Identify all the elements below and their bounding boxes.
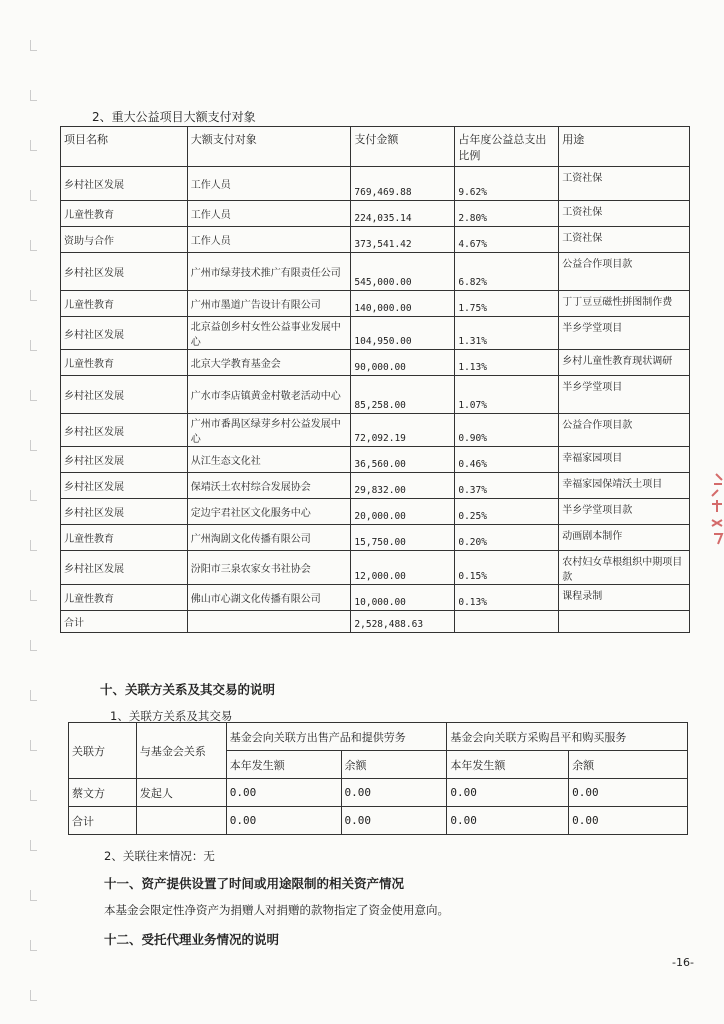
usage-cell: 工资社保: [559, 227, 690, 253]
payee-cell: 汾阳市三泉农家女书社协会: [187, 551, 351, 585]
col-header-party: 关联方: [69, 723, 137, 779]
value-cell: 0.00: [447, 807, 569, 835]
col-header-amount: 支付金额: [351, 127, 455, 167]
payee-cell: 佛山市心湖文化传播有限公司: [187, 585, 351, 611]
payee-cell: 工作人员: [187, 167, 351, 201]
table-row: [61, 473, 690, 499]
payee-cell: 定边宇君社区文化服务中心: [187, 499, 351, 525]
page-number: -16-: [672, 956, 694, 969]
empty-cell: [187, 611, 351, 633]
seal-stamp-fragment: [708, 470, 724, 558]
payee-cell: 广水市李店镇黄金村敬老活动中心: [187, 376, 351, 414]
sub2-text: 2、关联往来情况：无: [104, 849, 215, 863]
payee-cell: 从江生态文化社: [187, 447, 351, 473]
table-header-row: [61, 127, 690, 167]
usage-cell: 公益合作项目款: [559, 414, 690, 447]
project-cell: 乡村社区发展: [61, 167, 188, 201]
col-header-usage: 用途: [559, 127, 690, 167]
table-row: [61, 227, 690, 253]
project-cell: 乡村社区发展: [61, 447, 188, 473]
value-cell: 0.00: [447, 779, 569, 807]
table-row: [61, 253, 690, 291]
col-header-project: 项目名称: [61, 127, 188, 167]
project-cell: 乡村社区发展: [61, 499, 188, 525]
ratio-cell: 1.13%: [455, 350, 559, 376]
project-cell: 儿童性教育: [61, 350, 188, 376]
payee-cell: 北京益创乡村女性公益事业发展中心: [187, 317, 351, 350]
ratio-cell: 0.20%: [455, 525, 559, 551]
amount-cell: 10,000.00: [351, 585, 455, 611]
ratio-cell: 0.25%: [455, 499, 559, 525]
usage-cell: 半乡学堂项目: [559, 317, 690, 350]
seal-stamp-icon: [708, 470, 724, 550]
table-row: [61, 376, 690, 414]
project-cell: 乡村社区发展: [61, 253, 188, 291]
section11-title: 十一、资产提供设置了时间或用途限制的相关资产情况: [104, 876, 405, 891]
payee-table: [60, 126, 690, 633]
total-amount: 2,528,488.63: [351, 611, 455, 633]
total-row: [69, 807, 688, 835]
payee-cell: 工作人员: [187, 227, 351, 253]
usage-cell: 幸福家园保靖沃土项目: [559, 473, 690, 499]
total-label: 合计: [69, 807, 137, 835]
table-row: [61, 414, 690, 447]
value-cell: 0.00: [569, 779, 688, 807]
value-cell: 0.00: [341, 779, 447, 807]
payee-cell: 广州市番禺区绿芽乡村公益发展中心: [187, 414, 351, 447]
project-cell: 儿童性教育: [61, 291, 188, 317]
col-header-balance2: 余额: [569, 751, 688, 779]
payee-cell: 工作人员: [187, 201, 351, 227]
project-cell: 乡村社区发展: [61, 473, 188, 499]
payee-cell: 广州市绿芽技术推广有限责任公司: [187, 253, 351, 291]
table-row: [61, 499, 690, 525]
amount-cell: 373,541.42: [351, 227, 455, 253]
ratio-cell: 2.80%: [455, 201, 559, 227]
empty-cell: [136, 807, 226, 835]
section12-title: 十二、受托代理业务情况的说明: [104, 932, 280, 947]
amount-cell: 20,000.00: [351, 499, 455, 525]
ratio-cell: 6.82%: [455, 253, 559, 291]
amount-cell: 104,950.00: [351, 317, 455, 350]
col-header-ratio: 占年度公益总支出比例: [455, 127, 559, 167]
usage-cell: 农村妇女草根组织中期项目款: [559, 551, 690, 585]
empty-cell: [559, 611, 690, 633]
ratio-cell: 0.46%: [455, 447, 559, 473]
project-cell: 儿童性教育: [61, 525, 188, 551]
table-row: [61, 167, 690, 201]
ratio-cell: 1.07%: [455, 376, 559, 414]
col-header-buy: 基金会向关联方采购昌平和购买服务: [447, 723, 688, 751]
section11-text: 本基金会限定性净资产为捐赠人对捐赠的款物指定了资金使用意向。: [104, 903, 449, 917]
usage-cell: 乡村儿童性教育现状调研: [559, 350, 690, 376]
total-row: [61, 611, 690, 633]
usage-cell: 课程录制: [559, 585, 690, 611]
table-row: [61, 201, 690, 227]
value-cell: 0.00: [226, 807, 341, 835]
usage-cell: 公益合作项目款: [559, 253, 690, 291]
value-cell: 0.00: [226, 779, 341, 807]
party-name: 蔡文方: [69, 779, 137, 807]
project-cell: 儿童性教育: [61, 201, 188, 227]
project-cell: 乡村社区发展: [61, 414, 188, 447]
related-party-table: [68, 722, 688, 835]
usage-cell: 半乡学堂项目: [559, 376, 690, 414]
amount-cell: 72,092.19: [351, 414, 455, 447]
payee-cell: 广州淘剧文化传播有限公司: [187, 525, 351, 551]
table-row: [61, 447, 690, 473]
amount-cell: 36,560.00: [351, 447, 455, 473]
usage-cell: 半乡学堂项目款: [559, 499, 690, 525]
amount-cell: 15,750.00: [351, 525, 455, 551]
table-row: [61, 317, 690, 350]
empty-cell: [455, 611, 559, 633]
ratio-cell: 0.13%: [455, 585, 559, 611]
col-header-balance: 余额: [341, 751, 447, 779]
value-cell: 0.00: [569, 807, 688, 835]
amount-cell: 85,258.00: [351, 376, 455, 414]
usage-cell: 丁丁豆豆磁性拼图制作费: [559, 291, 690, 317]
usage-cell: 幸福家园项目: [559, 447, 690, 473]
ratio-cell: 0.90%: [455, 414, 559, 447]
section10-title: 十、关联方关系及其交易的说明: [100, 682, 276, 697]
table-row: [61, 525, 690, 551]
ratio-cell: 0.15%: [455, 551, 559, 585]
payee-cell: 北京大学教育基金会: [187, 350, 351, 376]
section-title: 2、重大公益项目大额支付对象: [92, 110, 256, 124]
ratio-cell: 1.75%: [455, 291, 559, 317]
amount-cell: 545,000.00: [351, 253, 455, 291]
project-cell: 儿童性教育: [61, 585, 188, 611]
payee-cell: 保靖沃土农村综合发展协会: [187, 473, 351, 499]
table-row: [61, 350, 690, 376]
project-cell: 乡村社区发展: [61, 317, 188, 350]
amount-cell: 12,000.00: [351, 551, 455, 585]
usage-cell: 工资社保: [559, 167, 690, 201]
amount-cell: 140,000.00: [351, 291, 455, 317]
col-header-payee: 大额支付对象: [187, 127, 351, 167]
ratio-cell: 9.62%: [455, 167, 559, 201]
col-header-current2: 本年发生额: [447, 751, 569, 779]
project-cell: 乡村社区发展: [61, 376, 188, 414]
amount-cell: 90,000.00: [351, 350, 455, 376]
project-cell: 资助与合作: [61, 227, 188, 253]
amount-cell: 769,469.88: [351, 167, 455, 201]
amount-cell: 224,035.14: [351, 201, 455, 227]
payee-cell: 广州市墨道广告设计有限公司: [187, 291, 351, 317]
project-cell: 乡村社区发展: [61, 551, 188, 585]
ratio-cell: 0.37%: [455, 473, 559, 499]
party-relation: 发起人: [136, 779, 226, 807]
col-header-relation: 与基金会关系: [136, 723, 226, 779]
amount-cell: 29,832.00: [351, 473, 455, 499]
col-header-current: 本年发生额: [226, 751, 341, 779]
table-row: [61, 551, 690, 585]
table-row: [61, 585, 690, 611]
usage-cell: 动画剧本制作: [559, 525, 690, 551]
ratio-cell: 1.31%: [455, 317, 559, 350]
col-header-sell: 基金会向关联方出售产品和提供劳务: [226, 723, 447, 751]
usage-cell: 工资社保: [559, 201, 690, 227]
ratio-cell: 4.67%: [455, 227, 559, 253]
value-cell: 0.00: [341, 807, 447, 835]
sub1-title: 1、关联方关系及其交易: [110, 709, 233, 723]
table-row: [61, 291, 690, 317]
table-row: [69, 779, 688, 807]
total-label: 合计: [61, 611, 188, 633]
binding-holes: [30, 0, 36, 1024]
